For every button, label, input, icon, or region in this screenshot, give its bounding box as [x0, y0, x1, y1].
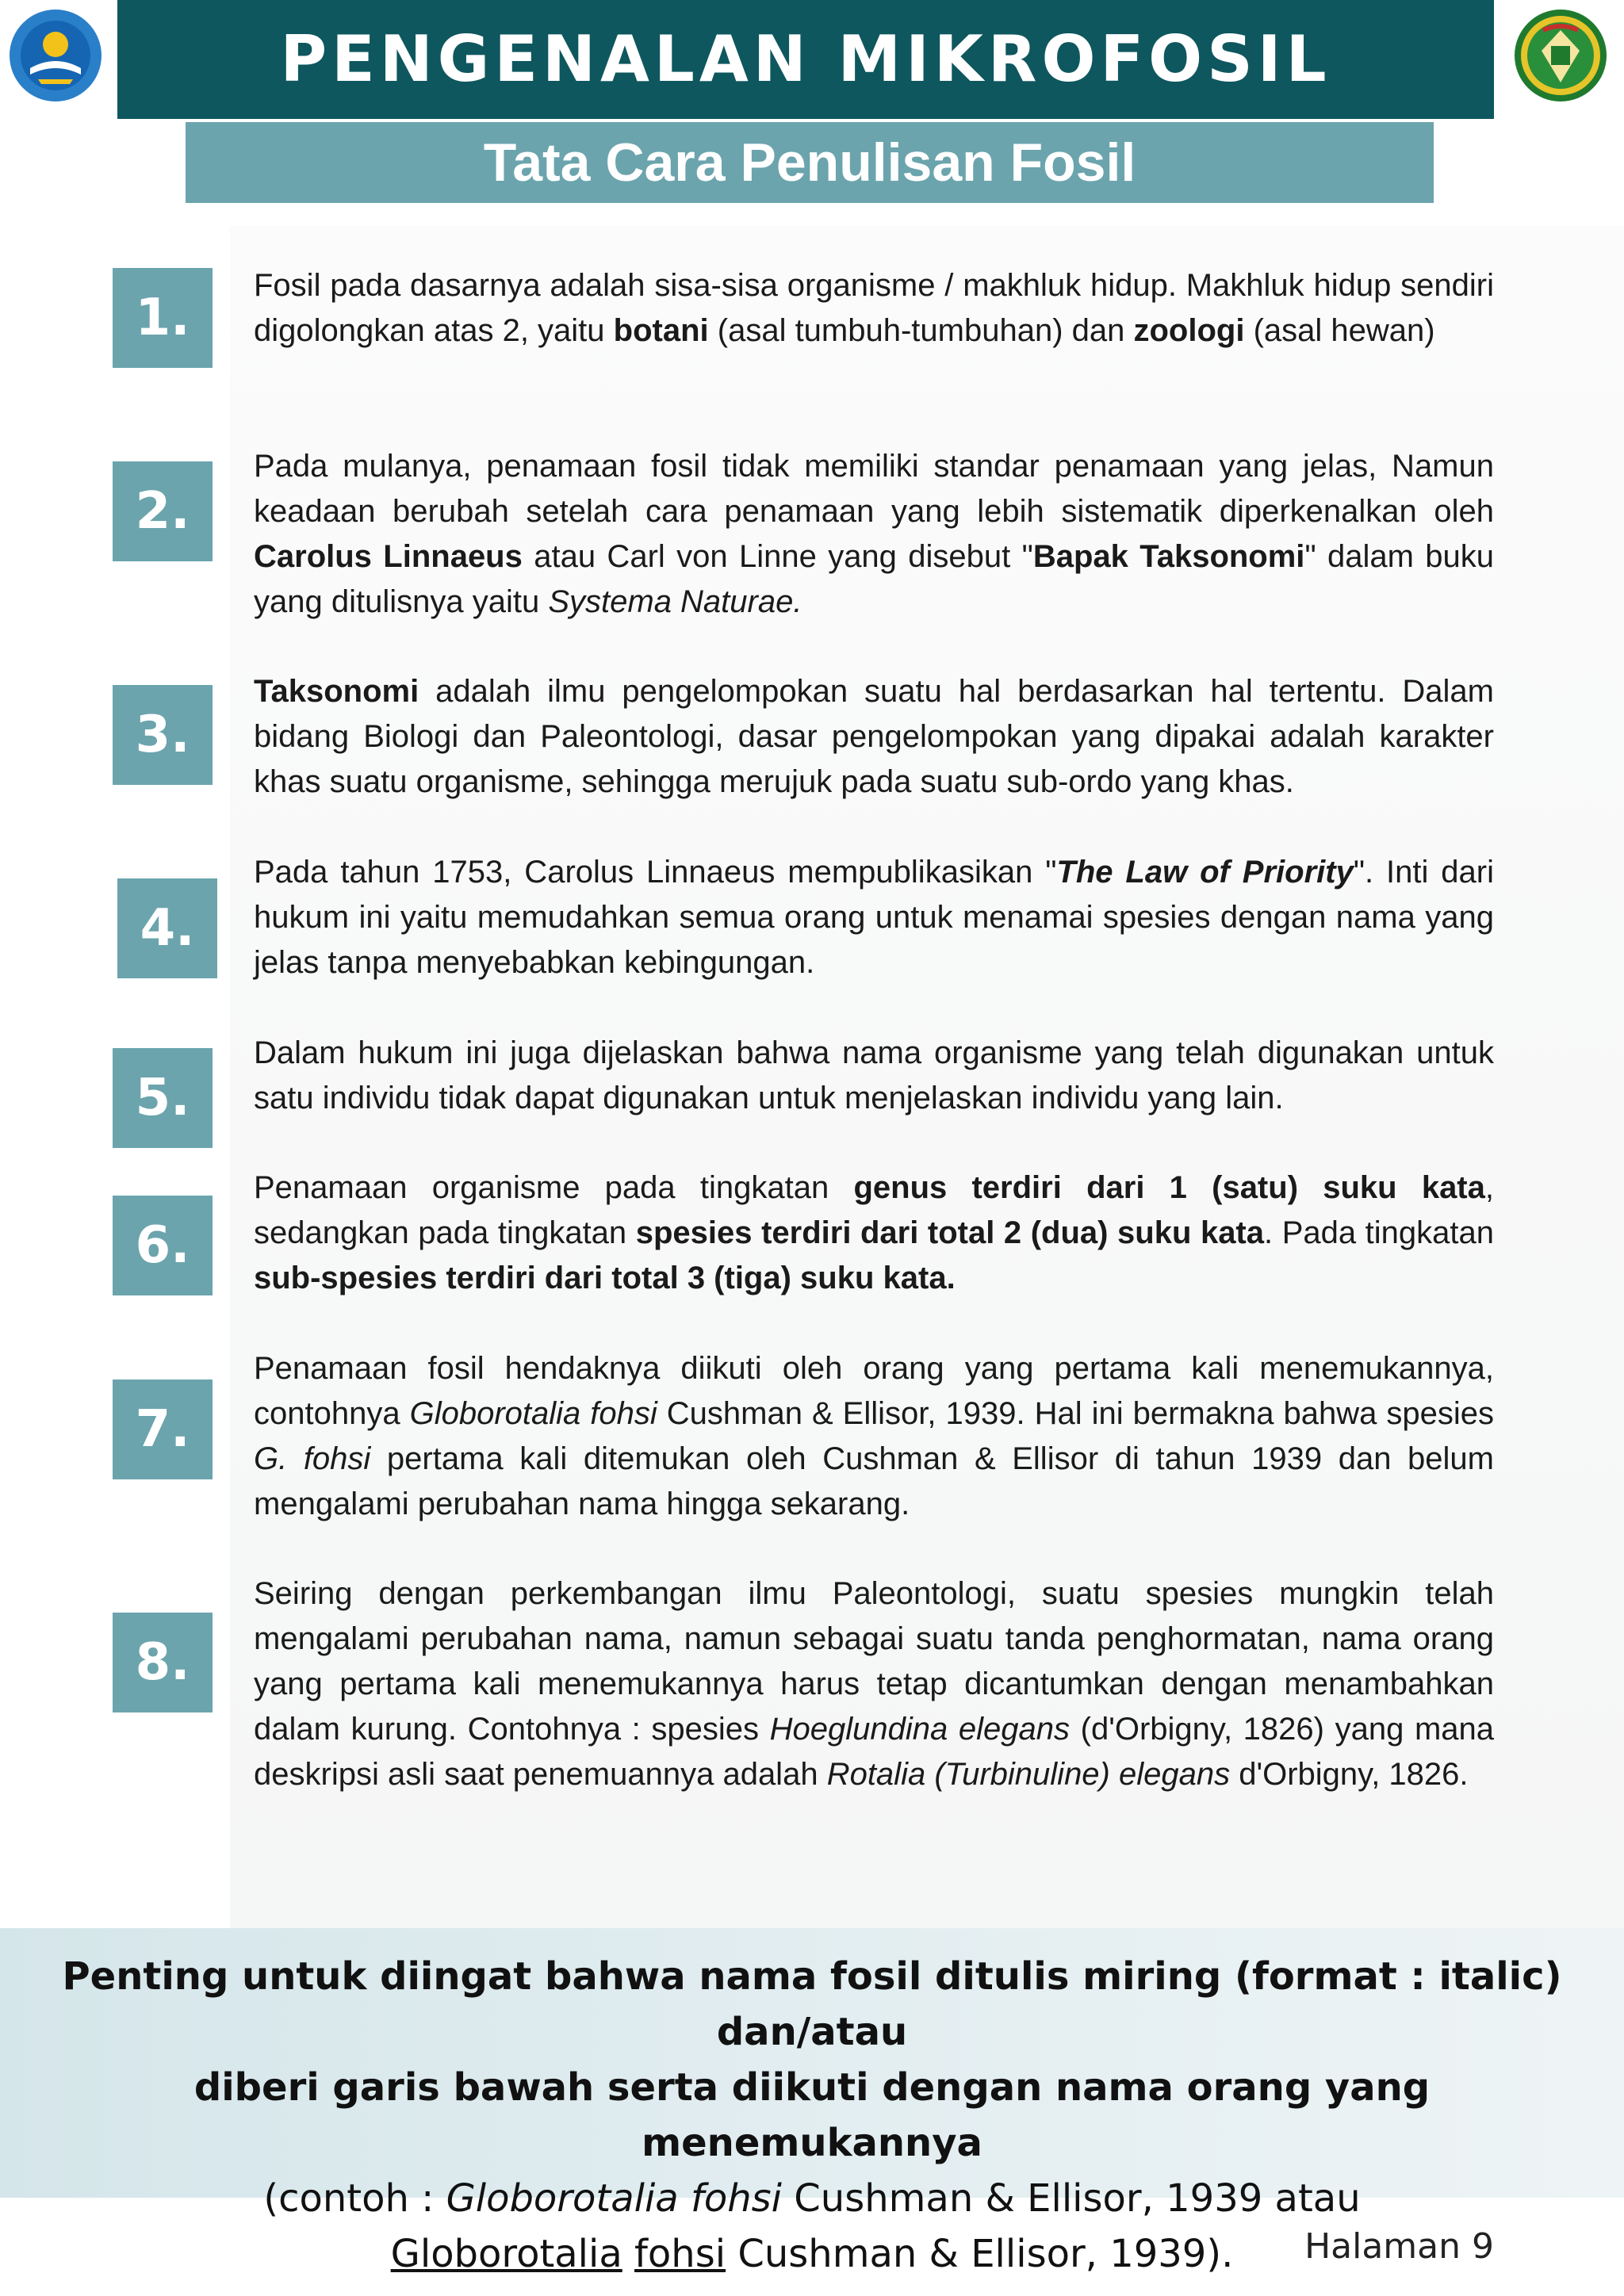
text-segment: ". Inti dari hukum ini yaitu memudahkan semua orang untuk menamai spesies dengan nama yang jelas tanpa menyebabkan kebingungan.	[254, 855, 1494, 980]
text-segment: Pada tahun 1753, Carolus Linnaeus mempublikasikan "	[254, 855, 1057, 890]
footer-note-line-3	[48, 2171, 1576, 2226]
item-number-label: 2.	[135, 482, 190, 541]
text-segment: . Pada tingkatan	[1264, 1215, 1495, 1250]
bold-text: Taksonomi	[254, 674, 419, 709]
item-number-7	[113, 1380, 213, 1479]
item-number-4	[117, 878, 217, 978]
italic-text: G. fohsi	[254, 1441, 371, 1476]
bold-text: sub-spesies terdiri dari total 3 (tiga) suku kata.	[254, 1261, 956, 1295]
footer-example-suffix: Cushman & Ellisor, 1939 atau	[782, 2176, 1361, 2221]
footer-example-genus-underlined: Globorotalia	[390, 2232, 622, 2276]
text-segment: d'Orbigny, 1826.	[1230, 1757, 1469, 1792]
item-number-8	[113, 1613, 213, 1712]
text-segment: (asal hewan)	[1244, 313, 1435, 348]
item-number-label: 1.	[135, 289, 190, 347]
item-text-8	[254, 1571, 1494, 1797]
item-number-label: 7.	[135, 1400, 190, 1459]
text-segment: , sedangkan pada tingkatan	[254, 1170, 1495, 1250]
footer-note-line-1: Penting untuk diingat bahwa nama fosil ditulis miring (format : italic) dan/atau	[62, 1954, 1562, 2054]
item-number-5	[113, 1048, 213, 1148]
subtitle-banner	[186, 122, 1434, 203]
item-number-3	[113, 685, 213, 785]
text-segment: adalah ilmu pengelompokan suatu hal berdasarkan hal tertentu. Dalam bidang Biologi dan Paleontologi, dasar pengelompokan yang dipakai adalah karakter khas suatu organisme, sehingga merujuk pada suatu sub-ordo yang khas.	[254, 674, 1494, 799]
bold-text: spesies terdiri dari total 2 (dua) suku kata	[635, 1215, 1265, 1250]
text-segment: atau Carl von Linne yang disebut "	[522, 539, 1033, 574]
page-number: Halaman 9	[1304, 2226, 1494, 2267]
item-text-4	[254, 850, 1494, 985]
item-text-2	[254, 444, 1494, 625]
footer-example-space	[622, 2232, 634, 2276]
item-text-5	[254, 1031, 1494, 1121]
item-text-7	[254, 1346, 1494, 1527]
italic-text: Hoeglundina elegans	[769, 1712, 1071, 1747]
text-segment: Fosil pada dasarnya adalah sisa-sisa organisme / makhluk hidup. Makhluk hidup sendiri digolongkan atas 2, yaitu	[254, 268, 1494, 348]
text-segment: (asal tumbuh-tumbuhan) dan	[708, 313, 1134, 348]
university-emblem-logo	[1511, 6, 1610, 105]
tut-wuri-handayani-logo	[6, 6, 105, 105]
text-segment: (d'Orbigny, 1826) yang mana deskripsi asli saat penemuannya adalah	[254, 1712, 1494, 1792]
item-number-1	[113, 268, 213, 368]
title-banner	[117, 0, 1494, 119]
italic-text: Globorotalia fohsi	[409, 1396, 657, 1431]
bold-text: Carolus Linnaeus	[254, 539, 523, 574]
footer-example-epithet-underlined: fohsi	[634, 2232, 726, 2276]
text-segment: pertama kali ditemukan oleh Cushman & Ellisor di tahun 1939 dan belum mengalami perubahan nama hingga sekarang.	[254, 1441, 1494, 1521]
item-number-label: 4.	[140, 899, 195, 958]
page-title: PENGENALAN MIKROFOSIL	[280, 22, 1331, 96]
text-segment: " dalam buku yang ditulisnya yaitu	[254, 539, 1495, 619]
text-segment: Seiring dengan perkembangan ilmu Paleontologi, suatu spesies mungkin telah mengalami perubahan nama, namun sebagai suatu tanda penghormatan, nama orang yang pertama kali menemukannya harus tetap dicantumkan dengan menambahkan dalam kurung. Contohnya : spesies	[254, 1576, 1494, 1747]
item-number-2	[113, 461, 213, 561]
item-text-6	[254, 1165, 1494, 1301]
item-number-label: 6.	[135, 1216, 190, 1275]
bold-text: genus terdiri dari 1 (satu) suku kata	[853, 1170, 1485, 1205]
item-number-label: 5.	[135, 1069, 190, 1127]
bold-text: The Law of Priority	[1056, 855, 1354, 890]
text-segment: Cushman & Ellisor, 1939. Hal ini bermakna bahwa spesies	[657, 1396, 1494, 1431]
item-text-3	[254, 669, 1494, 805]
footer-example-prefix: (contoh :	[263, 2176, 446, 2221]
bold-text: zoologi	[1133, 313, 1245, 348]
footer-example-species-italic: Globorotalia fohsi	[446, 2176, 783, 2221]
page-subtitle: Tata Cara Penulisan Fosil	[483, 132, 1136, 193]
text-segment: Dalam hukum ini juga dijelaskan bahwa nama organisme yang telah digunakan untuk satu individu tidak dapat digunakan untuk menjelaskan individu yang lain.	[254, 1035, 1494, 1115]
text-segment: Penamaan organisme pada tingkatan	[254, 1170, 854, 1205]
text-segment: Penamaan fosil hendaknya diikuti oleh orang yang pertama kali menemukannya, contohnya	[254, 1351, 1494, 1431]
bold-text: Bapak Taksonomi	[1032, 539, 1305, 574]
university-emblem-icon	[1511, 6, 1610, 105]
item-number-6	[113, 1196, 213, 1295]
footer-example-author: Cushman & Ellisor, 1939).	[726, 2232, 1234, 2276]
italic-text: Systema Naturae.	[548, 584, 802, 619]
italic-text: Rotalia (Turbinuline) elegans	[826, 1757, 1231, 1792]
bold-text: botani	[613, 313, 709, 348]
footer-note-line-2: diberi garis bawah serta diikuti dengan nama orang yang menemukannya	[193, 2065, 1431, 2165]
item-text-1	[254, 263, 1494, 354]
item-number-label: 3.	[135, 706, 190, 764]
tut-wuri-handayani-icon	[6, 6, 105, 105]
text-segment: Pada mulanya, penamaan fosil tidak memiliki standar penamaan yang jelas, Namun keadaan berubah setelah cara penamaan yang lebih sistematik diperkenalkan oleh	[254, 449, 1494, 529]
item-number-label: 8.	[135, 1633, 190, 1692]
